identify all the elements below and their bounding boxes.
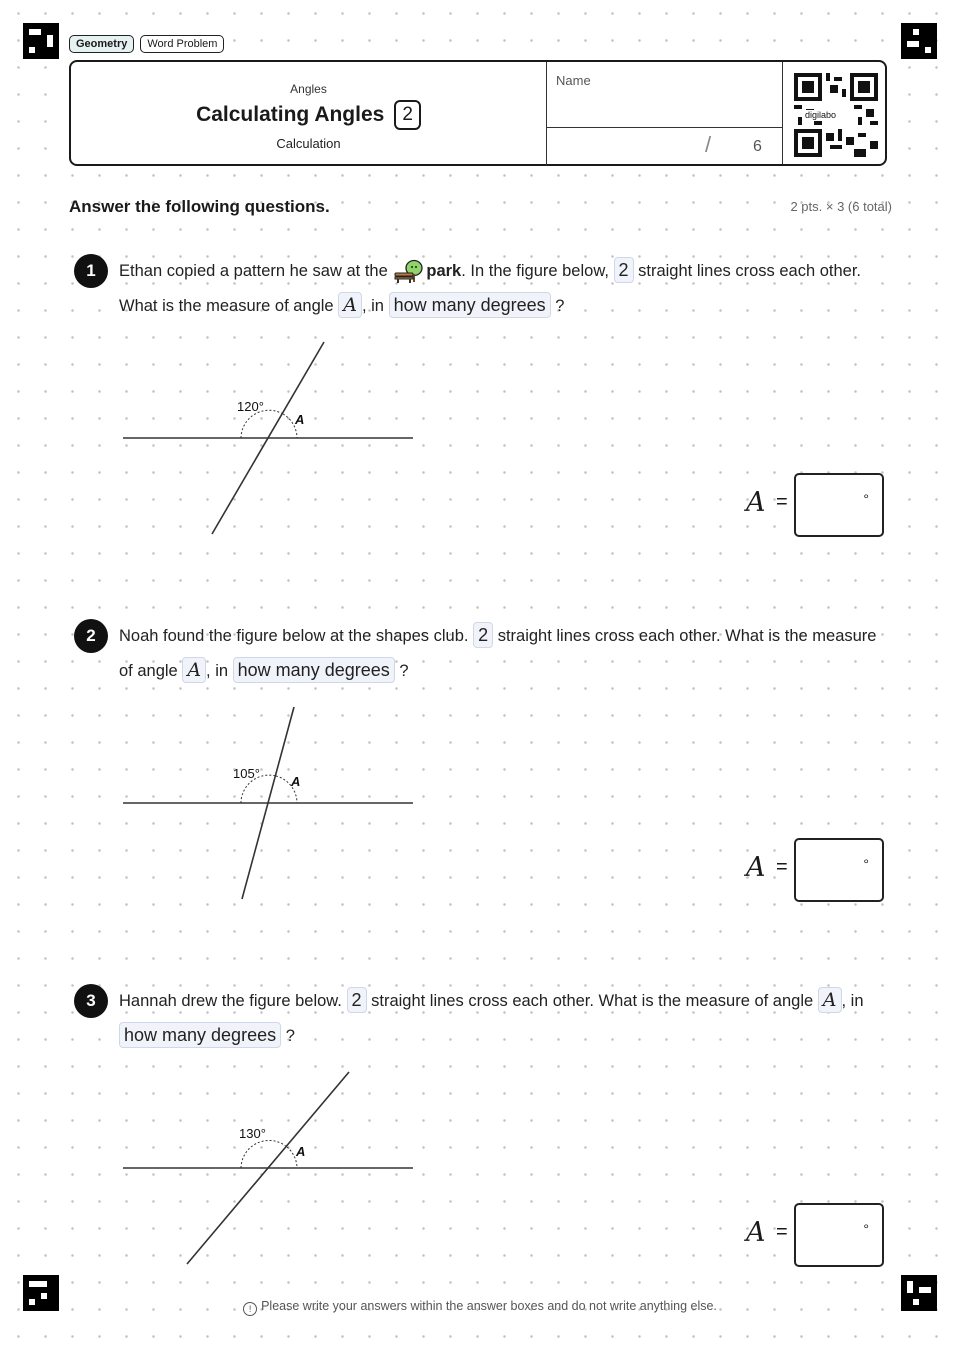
answer-box[interactable] [794, 1203, 884, 1267]
answer-equals: = [776, 856, 788, 878]
question-text: Ethan copied a pattern he saw at the park. In the figure below, 2 straight lines cross each other. What is the measure of angle A , in how many degrees ? [119, 254, 879, 324]
worksheet-header [69, 60, 887, 166]
unit-phrase: how many degrees [233, 657, 395, 683]
answer-variable: A [746, 487, 766, 518]
corner-marker-top-right [901, 23, 937, 59]
line-count: 2 [614, 257, 634, 283]
angle-figure-2 [120, 703, 420, 903]
worksheet-title [71, 100, 546, 130]
corner-marker-top-left [23, 23, 59, 59]
line-count: 2 [473, 622, 493, 648]
answer-area-1 [746, 473, 886, 537]
name-field[interactable] [546, 62, 782, 128]
tag-list [69, 35, 224, 53]
qr-code-cell [782, 62, 887, 164]
question-text: Noah found the figure below at the shapes club. 2 straight lines cross each other. What is the measure of angle A , in how many degrees ? [119, 619, 879, 689]
angle-variable: A [818, 987, 842, 1013]
score-total: 6 [753, 138, 762, 155]
given-angle-label: 130° [239, 1126, 266, 1141]
angle-variable: A [338, 292, 362, 318]
question-number: 3 [74, 984, 108, 1018]
instructions-heading: Answer the following questions. [69, 197, 330, 216]
degree-symbol: ° [863, 491, 869, 507]
points-summary: 2 pts. × 3 (6 total) [790, 199, 892, 214]
angle-figure-1 [120, 338, 420, 538]
given-angle-label: 105° [233, 766, 260, 781]
unit-phrase: how many degrees [119, 1022, 281, 1048]
question-number: 2 [74, 619, 108, 653]
angle-figure-3 [120, 1068, 420, 1268]
answer-box[interactable] [794, 838, 884, 902]
subject-label: Angles [290, 82, 327, 96]
answer-area-3 [746, 1203, 886, 1267]
title-number-badge: 2 [394, 100, 421, 130]
footer-note [0, 1299, 960, 1316]
degree-symbol: ° [863, 1221, 869, 1237]
name-label: Name [556, 73, 591, 88]
tag-word-problem: Word Problem [140, 35, 224, 53]
given-angle-label: 120° [237, 399, 264, 414]
angle-a-label: A [291, 774, 301, 789]
answer-equals: = [776, 1221, 788, 1243]
answer-variable: A [746, 1217, 766, 1248]
line-count: 2 [347, 987, 367, 1013]
score-field[interactable] [546, 128, 782, 166]
info-icon: ! [243, 1302, 257, 1316]
question-number: 1 [74, 254, 108, 288]
score-slash: / [705, 132, 712, 157]
degree-symbol: ° [863, 856, 869, 872]
title-block [71, 62, 546, 164]
answer-equals: = [776, 491, 788, 513]
angle-a-label: A [295, 412, 305, 427]
unit-phrase: how many degrees [389, 292, 551, 318]
answer-box[interactable] [794, 473, 884, 537]
angle-a-label: A [296, 1144, 306, 1159]
place-keyword: park [426, 262, 462, 280]
tag-geometry: Geometry [69, 35, 134, 53]
answer-variable: A [746, 852, 766, 883]
title-text: Calculating Angles [196, 103, 385, 126]
qr-brand-label: digilabo [805, 110, 837, 120]
answer-area-2 [746, 838, 886, 902]
question-text: Hannah drew the figure below. 2 straight lines cross each other. What is the measure of angle A , in how many degrees ? [119, 984, 879, 1054]
park-bench-tree-icon [394, 259, 424, 285]
angle-variable: A [182, 657, 206, 683]
footer-text: Please write your answers within the answer boxes and do not write anything else. [261, 1299, 717, 1313]
category-label: Calculation [276, 136, 341, 151]
